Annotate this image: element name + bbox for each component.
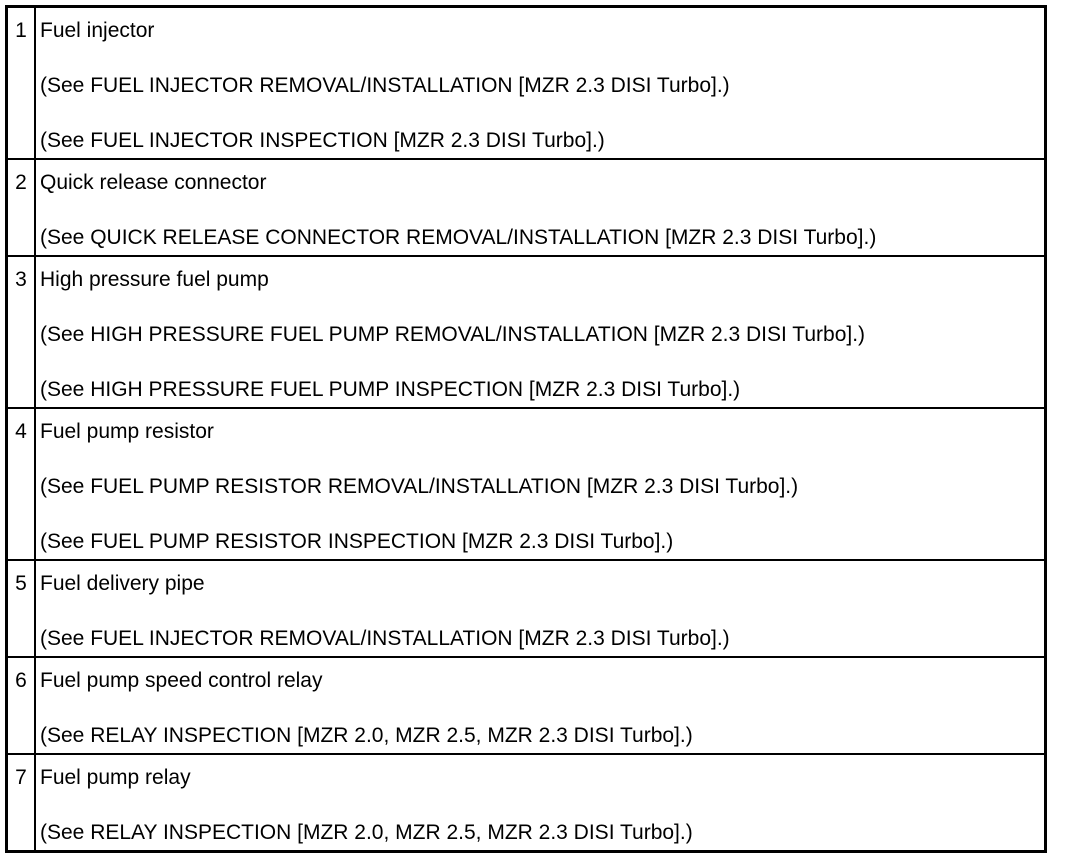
table-row [8, 409, 1044, 561]
item-content [36, 561, 1044, 656]
item-content [36, 160, 1044, 255]
table-row [8, 160, 1044, 257]
item-content [36, 8, 1044, 158]
component-name: High pressure fuel pump [40, 268, 269, 291]
reference-link[interactable]: (See RELAY INSPECTION [MZR 2.0, MZR 2.5, MZR 2.3 DISI Turbo].) [40, 724, 693, 747]
item-number: 1 [8, 8, 36, 158]
component-name: Quick release connector [40, 171, 267, 194]
item-number: 3 [8, 257, 36, 407]
reference-link[interactable]: (See FUEL INJECTOR REMOVAL/INSTALLATION [MZR 2.3 DISI Turbo].) [40, 627, 730, 650]
reference-link[interactable]: (See HIGH PRESSURE FUEL PUMP REMOVAL/INSTALLATION [MZR 2.3 DISI Turbo].) [40, 323, 866, 346]
item-number: 5 [8, 561, 36, 656]
reference-link[interactable]: (See HIGH PRESSURE FUEL PUMP INSPECTION [MZR 2.3 DISI Turbo].) [40, 378, 741, 401]
item-content [36, 257, 1044, 407]
table-row [8, 658, 1044, 755]
table-row [8, 561, 1044, 658]
item-content [36, 409, 1044, 559]
table-row [8, 8, 1044, 160]
component-name: Fuel pump resistor [40, 420, 214, 443]
item-content [36, 658, 1044, 753]
component-name: Fuel pump relay [40, 766, 191, 789]
component-name: Fuel pump speed control relay [40, 669, 323, 692]
reference-link[interactable]: (See FUEL PUMP RESISTOR INSPECTION [MZR 2.3 DISI Turbo].) [40, 530, 674, 553]
item-number: 6 [8, 658, 36, 753]
component-reference-table [5, 5, 1047, 853]
reference-link[interactable]: (See FUEL PUMP RESISTOR REMOVAL/INSTALLATION [MZR 2.3 DISI Turbo].) [40, 475, 799, 498]
item-number: 2 [8, 160, 36, 255]
item-number: 7 [8, 755, 36, 850]
item-number: 4 [8, 409, 36, 559]
table-row [8, 755, 1044, 850]
component-name: Fuel injector [40, 19, 155, 42]
reference-link[interactable]: (See RELAY INSPECTION [MZR 2.0, MZR 2.5, MZR 2.3 DISI Turbo].) [40, 821, 693, 844]
item-content [36, 755, 1044, 850]
table-row [8, 257, 1044, 409]
reference-link[interactable]: (See QUICK RELEASE CONNECTOR REMOVAL/INSTALLATION [MZR 2.3 DISI Turbo].) [40, 226, 877, 249]
reference-link[interactable]: (See FUEL INJECTOR INSPECTION [MZR 2.3 DISI Turbo].) [40, 129, 605, 152]
component-name: Fuel delivery pipe [40, 572, 205, 595]
reference-link[interactable]: (See FUEL INJECTOR REMOVAL/INSTALLATION [MZR 2.3 DISI Turbo].) [40, 74, 730, 97]
